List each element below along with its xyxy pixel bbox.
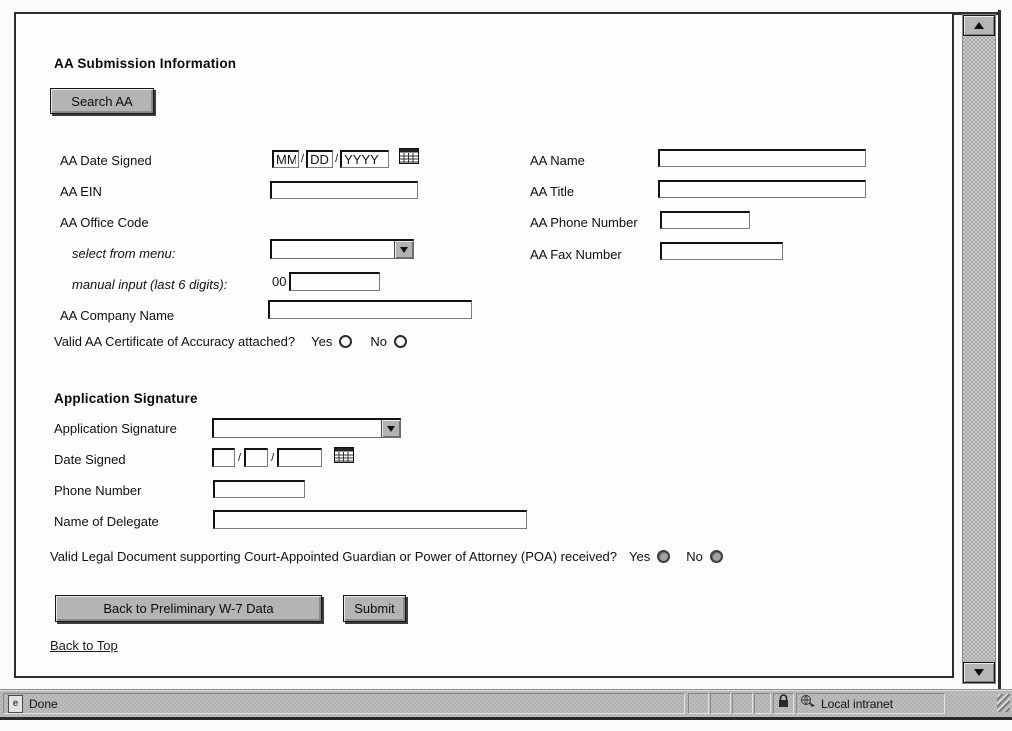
legal-question-label: Valid Legal Document supporting Court-Appointed Guardian or Power of Attorney (POA) received? [50, 548, 618, 564]
aa-date-mm-input[interactable] [272, 150, 299, 168]
sig-date-yyyy-input[interactable] [277, 448, 322, 467]
manual-input-label: manual input (last 6 digits): [72, 277, 228, 292]
back-to-top-link[interactable]: Back to Top [50, 638, 118, 653]
aa-name-input[interactable] [658, 149, 866, 167]
office-code-dropdown-button[interactable] [394, 241, 413, 258]
scroll-up-button[interactable] [963, 15, 995, 36]
aa-fax-label: AA Fax Number [530, 247, 622, 262]
aa-date-signed-row [272, 148, 419, 169]
arrow-down-icon [974, 669, 984, 676]
sig-date-dd-input[interactable] [244, 448, 268, 467]
office-code-manual-input[interactable] [289, 272, 380, 291]
status-pane [710, 693, 731, 714]
vertical-scrollbar[interactable] [962, 14, 996, 684]
legal-yes-label: Yes [629, 548, 651, 564]
status-message-pane [3, 693, 685, 714]
window-bottom-edge [0, 717, 1012, 720]
date-separator: / [301, 152, 305, 165]
certificate-no-radio[interactable] [394, 335, 407, 348]
aa-date-dd-input[interactable] [306, 150, 333, 168]
aa-company-name-input[interactable] [268, 300, 472, 319]
back-to-w7-button[interactable]: Back to Preliminary W-7 Data [55, 595, 322, 622]
zone-label: Local intranet [821, 696, 894, 711]
select-from-menu-label: select from menu: [72, 246, 176, 261]
aa-phone-label: AA Phone Number [530, 215, 638, 230]
window-right-edge [998, 10, 1001, 689]
certificate-yes-radio[interactable] [339, 335, 352, 348]
date-separator: / [238, 451, 242, 464]
office-code-manual-row [272, 272, 380, 291]
certificate-no-label: No [370, 333, 387, 349]
certificate-question-label: Valid AA Certificate of Accuracy attached? [54, 333, 296, 349]
date-separator: / [335, 152, 339, 165]
phone-number-input[interactable] [213, 480, 305, 498]
aa-ein-label: AA EIN [60, 184, 102, 199]
resize-grip-icon[interactable] [997, 694, 1010, 712]
zone-pane [796, 693, 945, 714]
application-signature-label: Application Signature [54, 421, 177, 436]
application-signature-select[interactable] [212, 418, 401, 438]
aa-ein-input[interactable] [270, 181, 418, 199]
office-code-prefix: 00 [272, 274, 287, 289]
date-signed-row [212, 447, 354, 468]
application-signature-dropdown-button[interactable] [381, 420, 400, 437]
legal-yes-radio[interactable] [657, 550, 670, 563]
date-signed-label: Date Signed [54, 452, 126, 467]
application-signature-heading: Application Signature [54, 391, 198, 406]
chevron-down-icon [400, 247, 408, 253]
aa-date-signed-label: AA Date Signed [60, 153, 152, 168]
legal-no-label: No [686, 548, 703, 564]
status-bar [0, 689, 1012, 718]
office-code-select[interactable] [270, 239, 414, 259]
status-pane [754, 693, 771, 714]
security-pane [773, 693, 794, 714]
aa-submission-heading: AA Submission Information [54, 56, 237, 71]
certificate-question-row [54, 332, 407, 350]
scroll-down-button[interactable] [963, 662, 995, 683]
aa-name-label: AA Name [530, 153, 585, 168]
aa-phone-input[interactable] [660, 211, 750, 229]
date-separator: / [271, 451, 275, 464]
intranet-zone-icon [800, 694, 816, 713]
aa-title-input[interactable] [658, 180, 866, 198]
arrow-up-icon [974, 22, 984, 29]
submit-button[interactable]: Submit [343, 595, 406, 622]
aa-company-name-label: AA Company Name [60, 308, 175, 323]
sig-date-mm-input[interactable] [212, 448, 235, 467]
content-box [14, 12, 954, 678]
application-signature-select-value [216, 421, 380, 436]
calendar-icon[interactable] [334, 447, 354, 468]
aa-title-label: AA Title [530, 184, 575, 199]
legal-no-radio[interactable] [710, 550, 723, 563]
calendar-icon[interactable] [399, 148, 419, 169]
status-pane [732, 693, 753, 714]
aa-date-yyyy-input[interactable] [340, 150, 389, 168]
name-of-delegate-input[interactable] [213, 510, 527, 529]
aa-office-code-label: AA Office Code [60, 215, 149, 230]
status-text: Done [29, 696, 58, 711]
chevron-down-icon [387, 426, 395, 432]
ie-page-icon: e [8, 695, 23, 713]
aa-fax-input[interactable] [660, 242, 783, 260]
phone-number-label: Phone Number [54, 483, 142, 498]
name-of-delegate-label: Name of Delegate [54, 514, 159, 529]
status-pane [688, 693, 709, 714]
lock-icon [778, 694, 789, 713]
search-aa-button[interactable]: Search AA [50, 88, 154, 114]
office-code-select-value [274, 242, 393, 257]
legal-question-row [50, 547, 723, 565]
certificate-yes-label: Yes [311, 333, 333, 349]
